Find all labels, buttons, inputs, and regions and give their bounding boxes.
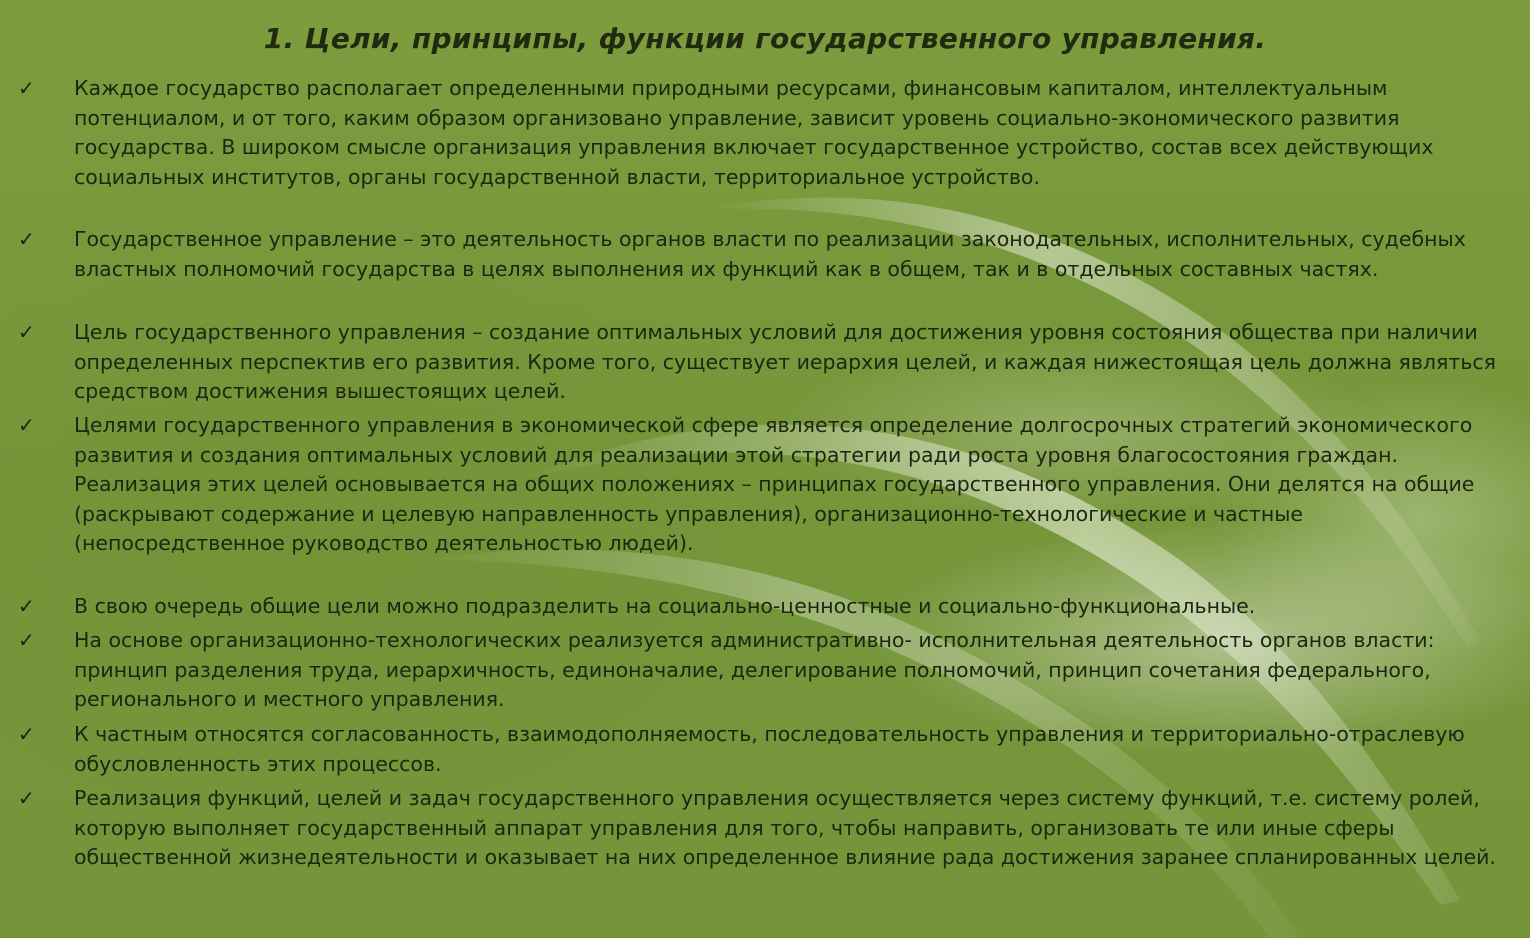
checkmark-icon: ✓ bbox=[18, 628, 35, 652]
slide-title: 1. Цели, принципы, функции государственного управления. bbox=[263, 22, 1267, 55]
checkmark-icon: ✓ bbox=[18, 320, 35, 344]
list-item-text: Каждое государство располагает определенными природными ресурсами, финансовым капиталом, интеллектуальным потенциалом, и от того, каким образом организовано управление, зависит уровень социально-экономического развития государства. В широком смысле организация управления включает государственное устройство, состав всех действующих социальных институтов, органы государственной власти, территориальное устройство. bbox=[74, 76, 1434, 189]
checkmark-icon: ✓ bbox=[18, 786, 35, 810]
list-item-text: На основе организационно-технологических реализуется административно- исполнительная деятельность органов власти: принцип разделения труда, иерархичность, единоначалие, делегирование полномочий, принцип сочетания федерального, регионального и местного управления. bbox=[74, 628, 1435, 711]
list-item-text: Цель государственного управления – создание оптимальных условий для достижения уровня состояния общества при наличии определенных перспектив его развития. Кроме того, существует иерархия целей, и каждая нижестоящая цель должна являться средством достижения вышестоящих целей. bbox=[74, 320, 1496, 403]
checkmark-icon: ✓ bbox=[18, 76, 35, 100]
list-item-text: К частным относятся согласованность, взаимодополняемость, последовательность управления и территориально-отраслевую обусловленность этих процессов. bbox=[74, 722, 1465, 776]
list-item-text: Государственное управление – это деятельность органов власти по реализации законодательных, исполнительных, судебных властных полномочий государства в целях выполнения их функций как в общем, так и в отдельных составных частях. bbox=[74, 227, 1466, 281]
list-item-text: В свою очередь общие цели можно подразделить на социально-ценностные и социально-функциональные. bbox=[74, 594, 1256, 618]
checkmark-icon: ✓ bbox=[18, 722, 35, 746]
checkmark-icon: ✓ bbox=[18, 594, 35, 618]
list-item-text: Реализация функций, целей и задач государственного управления осуществляется через систему функций, т.е. систему ролей, которую выполняет государственный аппарат управления для того, чтобы направить, организовать те или иные сферы общественной жизнедеятельности и оказывает на них определенное влияние рада достижения заранее спланированных целей. bbox=[74, 786, 1496, 869]
checkmark-icon: ✓ bbox=[18, 227, 35, 251]
list-item-text: Целями государственного управления в экономической сфере является определение долгосрочных стратегий экономического развития и создания оптимальных условий для реализации этой стратегии ради роста уровня благосостояния граждан. Реализация этих целей основывается на общих положениях – принципах государственного управления. Они делятся на общие (раскрывают содержание и целевую направленность управления), организационно-технологические и частные (непосредственное руководство деятельностью людей). bbox=[74, 413, 1475, 555]
checkmark-icon: ✓ bbox=[18, 413, 35, 437]
